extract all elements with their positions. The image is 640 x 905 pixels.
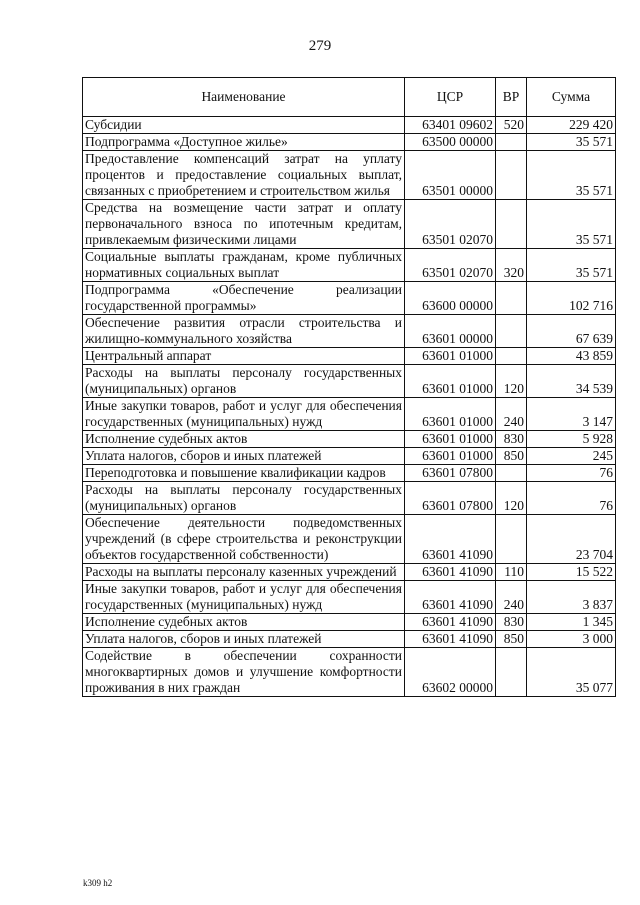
row-csr: 63601 01000 <box>405 348 496 365</box>
header-csr: ЦСР <box>405 78 496 117</box>
row-csr: 63601 07800 <box>405 465 496 482</box>
row-vr <box>496 348 527 365</box>
row-name: Уплата налогов, сборов и иных платежей <box>83 448 405 465</box>
row-sum: 76 <box>527 465 616 482</box>
row-vr: 830 <box>496 614 527 631</box>
row-vr: 240 <box>496 398 527 431</box>
row-sum: 23 704 <box>527 515 616 564</box>
row-name: Исполнение судебных актов <box>83 614 405 631</box>
row-csr: 63601 07800 <box>405 482 496 515</box>
table-row <box>83 151 616 200</box>
row-vr <box>496 648 527 697</box>
row-name: Подпрограмма «Обеспечение реализации государственной программы» <box>83 282 405 315</box>
row-vr: 110 <box>496 564 527 581</box>
row-sum: 35 571 <box>527 151 616 200</box>
row-sum: 67 639 <box>527 315 616 348</box>
row-name: Обеспечение развития отрасли строительства и жилищно-коммунального хозяйства <box>83 315 405 348</box>
row-name: Субсидии <box>83 117 405 134</box>
table-row <box>83 465 616 482</box>
row-vr: 850 <box>496 631 527 648</box>
row-name: Иные закупки товаров, работ и услуг для обеспечения государственных (муниципальных) нужд <box>83 398 405 431</box>
row-sum: 5 928 <box>527 431 616 448</box>
row-sum: 35 077 <box>527 648 616 697</box>
row-vr: 320 <box>496 249 527 282</box>
row-name: Обеспечение деятельности подведомственных учреждений (в сфере строительства и реконструкции объектов государственной собственности) <box>83 515 405 564</box>
row-name: Переподготовка и повышение квалификации кадров <box>83 465 405 482</box>
table-row <box>83 482 616 515</box>
table-row <box>83 614 616 631</box>
row-name: Содействие в обеспечении сохранности многоквартирных домов и улучшение комфортности проживания в них граждан <box>83 648 405 697</box>
row-sum: 15 522 <box>527 564 616 581</box>
row-name: Расходы на выплаты персоналу государственных (муниципальных) органов <box>83 365 405 398</box>
row-vr: 520 <box>496 117 527 134</box>
table-row <box>83 515 616 564</box>
row-csr: 63601 41090 <box>405 631 496 648</box>
row-csr: 63601 41090 <box>405 614 496 631</box>
row-vr <box>496 282 527 315</box>
row-csr: 63401 09602 <box>405 117 496 134</box>
table-row <box>83 200 616 249</box>
row-sum: 34 539 <box>527 365 616 398</box>
row-vr: 120 <box>496 365 527 398</box>
row-sum: 3 837 <box>527 581 616 614</box>
row-sum: 3 000 <box>527 631 616 648</box>
row-vr <box>496 315 527 348</box>
row-csr: 63600 00000 <box>405 282 496 315</box>
row-sum: 35 571 <box>527 200 616 249</box>
row-csr: 63602 00000 <box>405 648 496 697</box>
header-vr: ВР <box>496 78 527 117</box>
row-csr: 63601 01000 <box>405 448 496 465</box>
row-csr: 63601 01000 <box>405 365 496 398</box>
row-name: Исполнение судебных актов <box>83 431 405 448</box>
table-row <box>83 581 616 614</box>
row-sum: 1 345 <box>527 614 616 631</box>
row-name: Социальные выплаты гражданам, кроме публичных нормативных социальных выплат <box>83 249 405 282</box>
row-vr <box>496 465 527 482</box>
row-sum: 43 859 <box>527 348 616 365</box>
row-csr: 63501 02070 <box>405 200 496 249</box>
row-name: Центральный аппарат <box>83 348 405 365</box>
table-row <box>83 348 616 365</box>
row-sum: 76 <box>527 482 616 515</box>
row-vr: 830 <box>496 431 527 448</box>
row-sum: 35 571 <box>527 249 616 282</box>
row-name: Уплата налогов, сборов и иных платежей <box>83 631 405 648</box>
row-name: Подпрограмма «Доступное жилье» <box>83 134 405 151</box>
row-sum: 35 571 <box>527 134 616 151</box>
row-sum: 102 716 <box>527 282 616 315</box>
row-csr: 63501 00000 <box>405 151 496 200</box>
row-sum: 229 420 <box>527 117 616 134</box>
row-name: Иные закупки товаров, работ и услуг для обеспечения государственных (муниципальных) нужд <box>83 581 405 614</box>
table-row <box>83 117 616 134</box>
table-row <box>83 431 616 448</box>
header-name: Наименование <box>83 78 405 117</box>
row-vr: 850 <box>496 448 527 465</box>
table-row <box>83 448 616 465</box>
table-header-row <box>83 78 616 117</box>
table-row <box>83 631 616 648</box>
row-vr: 120 <box>496 482 527 515</box>
row-csr: 63500 00000 <box>405 134 496 151</box>
row-vr <box>496 151 527 200</box>
budget-table <box>82 77 616 697</box>
row-vr <box>496 515 527 564</box>
row-csr: 63501 02070 <box>405 249 496 282</box>
table-row <box>83 365 616 398</box>
table-row <box>83 282 616 315</box>
row-csr: 63601 01000 <box>405 431 496 448</box>
row-csr: 63601 41090 <box>405 564 496 581</box>
header-sum: Сумма <box>527 78 616 117</box>
row-csr: 63601 00000 <box>405 315 496 348</box>
row-vr <box>496 134 527 151</box>
table-row <box>83 648 616 697</box>
row-name: Расходы на выплаты персоналу казенных учреждений <box>83 564 405 581</box>
row-name: Расходы на выплаты персоналу государственных (муниципальных) органов <box>83 482 405 515</box>
row-name: Средства на возмещение части затрат и оплату первоначального взноса по ипотечным кредитам, привлекаемым физическими лицами <box>83 200 405 249</box>
table-row <box>83 134 616 151</box>
row-csr: 63601 01000 <box>405 398 496 431</box>
row-vr: 240 <box>496 581 527 614</box>
row-sum: 3 147 <box>527 398 616 431</box>
page-number: 279 <box>308 38 332 54</box>
table-row <box>83 564 616 581</box>
table-row <box>83 249 616 282</box>
table-row <box>83 398 616 431</box>
row-vr <box>496 200 527 249</box>
row-name: Предоставление компенсаций затрат на уплату процентов и предоставление социальных выплат, связанных с приобретением и строительством жилья <box>83 151 405 200</box>
row-csr: 63601 41090 <box>405 581 496 614</box>
footer-code: k309 h2 <box>83 878 113 888</box>
table-row <box>83 315 616 348</box>
row-sum: 245 <box>527 448 616 465</box>
row-csr: 63601 41090 <box>405 515 496 564</box>
